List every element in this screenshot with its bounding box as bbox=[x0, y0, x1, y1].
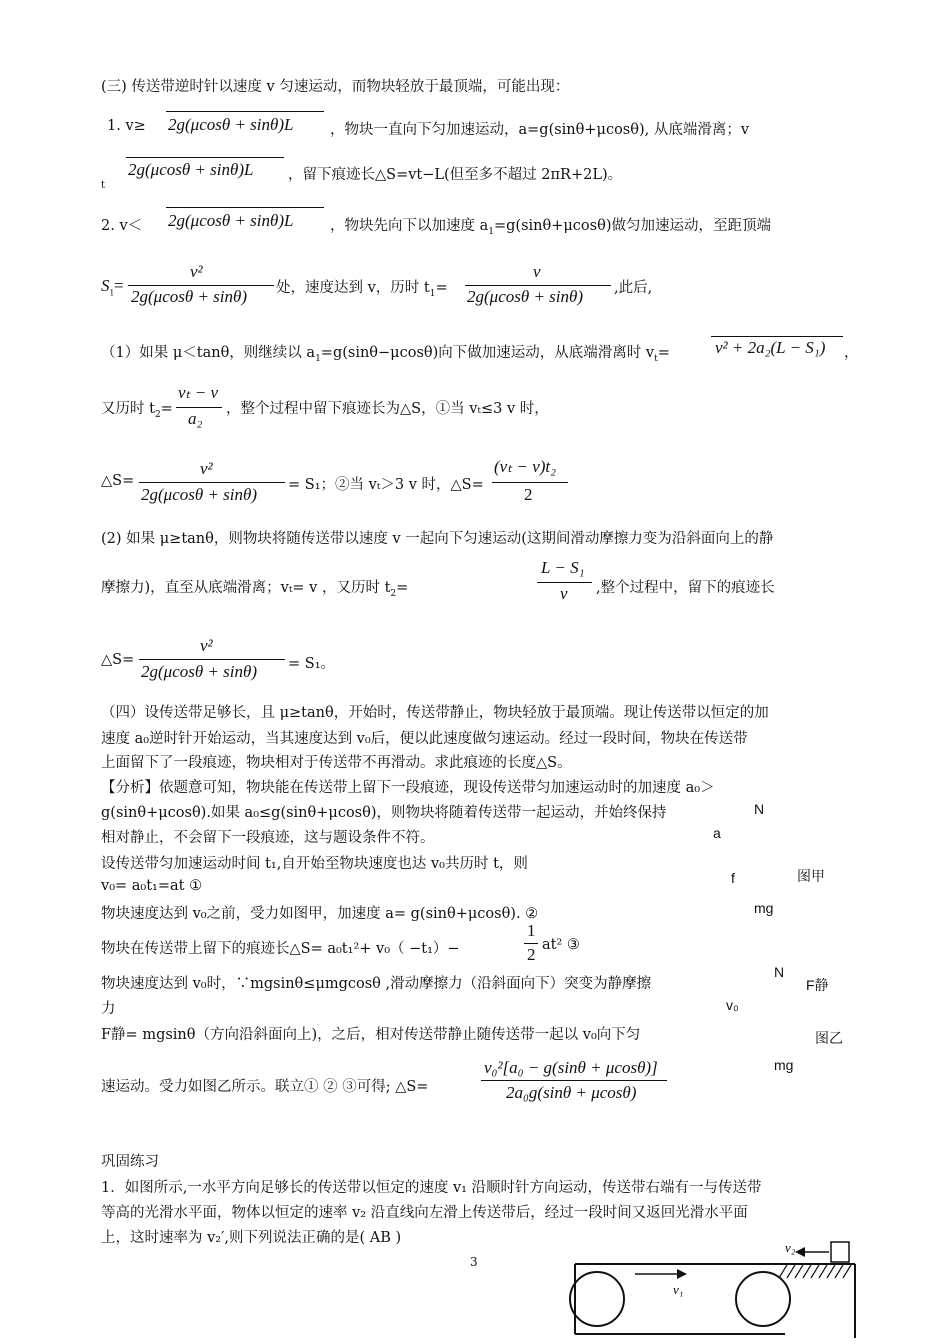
frac7-den: 2g(μcosθ + sinθ) bbox=[141, 662, 258, 681]
case1-comma: ， bbox=[844, 345, 859, 361]
case1-l2b: = bbox=[160, 401, 173, 417]
s1-eq: = bbox=[114, 276, 124, 295]
item2-text-a: ，物块先向下以加速度 a bbox=[330, 218, 489, 234]
frac1-den: 2g(μcosθ + sinθ) bbox=[131, 287, 248, 306]
frac5-num: (vₜ − v)t₂ bbox=[494, 457, 557, 476]
sec4-line4: 【分析】依题意可知，物块能在传送带上留下一段痕迹，现设传送带匀加速运动时的加速度 a₀＞ bbox=[101, 780, 715, 796]
sec4-line2: 速度 a₀逆时针开始运动，当其速度达到 v₀后，便以此速度做匀速运动。经过一段时间，物块在传送带 bbox=[101, 731, 748, 747]
case1-text bbox=[101, 341, 670, 364]
figA-N: N bbox=[754, 801, 765, 817]
v2-arrow-head bbox=[795, 1247, 805, 1257]
final-bar bbox=[481, 1080, 667, 1081]
item1-trace: ，留下痕迹长△S=vt−L(但至多不超过 2πR+2L)。 bbox=[288, 167, 623, 183]
sqrt-expr-1-text: 2g(μcosθ + sinθ)L bbox=[168, 115, 294, 134]
figB-mg: mg bbox=[774, 1057, 794, 1073]
sec4-line14: 速运动。受力如图乙所示。联立① ② ③可得; △S= bbox=[101, 1079, 429, 1095]
sqrt-expr-2-text: 2g(μcosθ + sinθ)L bbox=[128, 160, 254, 179]
t2-sub: 2 bbox=[154, 409, 161, 420]
sqrt-expr-3 bbox=[168, 211, 293, 231]
practice-title: 巩固练习 bbox=[101, 1154, 159, 1170]
figA-caption: 图甲 bbox=[797, 868, 825, 884]
case1-l2c: ，整个过程中留下痕迹长为△S，①当 vₜ≤3 v 时， bbox=[226, 401, 549, 417]
sqrt-expr-4: v² + 2a₂(L − S₁) bbox=[715, 338, 826, 357]
s1-text bbox=[276, 276, 448, 299]
sec4-line11: 物块速度达到 v₀时，∵mgsinθ≤μmgcosθ ,滑动摩擦力（沿斜面向下）突变为静摩擦 bbox=[101, 976, 652, 992]
frac6-bar bbox=[537, 582, 592, 583]
page-number: 3 bbox=[470, 1255, 478, 1269]
ds-label: △S= bbox=[101, 473, 135, 489]
sec4-line10a: 物块在传送带上留下的痕迹长△S= a₀t₁²+ v₀（ −t₁）− bbox=[101, 941, 460, 957]
frac6-num: L − S₁ bbox=[541, 558, 585, 577]
frac1-num: v² bbox=[190, 262, 203, 281]
case1-sub: 1 bbox=[315, 353, 321, 364]
half-num: 1 bbox=[527, 921, 536, 940]
frac4-num: v² bbox=[200, 459, 213, 478]
left-pulley bbox=[570, 1272, 624, 1326]
figA-a: a bbox=[713, 825, 721, 841]
frac3-den: a₂ bbox=[188, 409, 203, 428]
case2-line1: (2) 如果 μ≥tanθ，则物块将随传送带以速度 v 一起向下匀速运动(这期间滑动摩擦力变为沿斜面向上的静 bbox=[101, 531, 774, 547]
ds-cond: = S₁；②当 vₜ＞3 v 时，△S= bbox=[288, 477, 484, 493]
case2-line2 bbox=[101, 576, 408, 599]
case2-l2b: = bbox=[396, 580, 409, 596]
case1-line2 bbox=[101, 397, 173, 420]
frac5-den: 2 bbox=[524, 485, 533, 504]
case2-l2a: 摩擦力)，直至从底端滑离；vₜ= v ，又历时 t bbox=[101, 580, 391, 596]
frac3-bar bbox=[176, 407, 222, 408]
frac4-bar bbox=[139, 482, 285, 483]
sqrt-expr-3-text: 2g(μcosθ + sinθ)L bbox=[168, 211, 294, 230]
sec4-line3: 上面留下了一段痕迹，物块相对于传送带不再滑动。求此痕迹的长度△S。 bbox=[101, 755, 572, 771]
sqrt-expr-1 bbox=[168, 115, 293, 135]
case1-eq: = bbox=[657, 345, 670, 361]
block bbox=[831, 1242, 849, 1262]
q1-line1: 1．如图所示,一水平方向足够长的传送带以恒定的速度 v₁ 沿顺时针方向运动，传送带右端有一与传送带 bbox=[101, 1180, 762, 1196]
thereafter: ,此后, bbox=[614, 280, 653, 296]
sec4-line13: F静= mgsinθ（方向沿斜面向上)，之后，相对传送带静止随传送带一起以 v₀向下匀 bbox=[101, 1027, 641, 1043]
frac5-bar bbox=[492, 482, 568, 483]
sec4-line7: 设传送带匀加速运动时间 t₁,自开始至物块速度也达 v₀共历时 t，则 bbox=[101, 856, 528, 872]
sec4-line9: 物块速度达到 v₀之前，受力如图甲，加速度 a= g(sinθ+μcosθ). ② bbox=[101, 906, 539, 922]
case1-a: （1）如果 μ＜tanθ，则继续以 a bbox=[101, 345, 316, 361]
frac1-bar bbox=[128, 285, 274, 286]
item1-label: 1. v≥ bbox=[107, 118, 146, 134]
sqrt-bar-2 bbox=[126, 157, 284, 158]
t1-sub: 1 bbox=[429, 288, 436, 299]
case2-t2sub: 2 bbox=[390, 588, 397, 599]
v2-label: v₂ bbox=[785, 1240, 796, 1255]
sec4-line12: 力 bbox=[101, 1001, 116, 1017]
item2-label: 2. v＜ bbox=[101, 218, 143, 234]
s1-text-eq: = bbox=[435, 280, 448, 296]
case1-l2a: 又历时 t bbox=[101, 401, 155, 417]
case2-ds: △S= bbox=[101, 652, 135, 668]
item1-text: ，物块一直向下匀加速运动，a=g(sinθ+μcosθ), 从底端滑离；v bbox=[330, 122, 750, 138]
s1-letter: S bbox=[101, 276, 110, 295]
case2-end: = S₁。 bbox=[288, 656, 336, 672]
case2-l2c: ,整个过程中，留下的痕迹长 bbox=[596, 580, 775, 596]
right-pulley bbox=[736, 1272, 790, 1326]
sqrt-bar-1 bbox=[166, 111, 324, 112]
frac7-bar bbox=[139, 659, 285, 660]
sec4-line6: 相对静止，不会留下一段痕迹，这与题设条件不符。 bbox=[101, 830, 435, 846]
s1-text-a: 处，速度达到 v，历时 t bbox=[276, 280, 430, 296]
frac2-num: v bbox=[533, 262, 541, 281]
platform-hatch bbox=[779, 1265, 851, 1278]
figB-v0: v₀ bbox=[726, 997, 739, 1013]
final-num: v₀²[a₀ − g(sinθ + μcosθ)] bbox=[484, 1058, 658, 1077]
figA-mg: mg bbox=[754, 900, 774, 916]
figB-F: F静 bbox=[806, 977, 829, 993]
half-bar bbox=[524, 943, 538, 944]
frac3-num: vₜ − v bbox=[178, 383, 219, 402]
v1-label: v₁ bbox=[673, 1282, 684, 1297]
a1-sub: 1 bbox=[488, 226, 494, 237]
figA-f: f bbox=[731, 870, 735, 886]
s1-sub: 1 bbox=[109, 287, 114, 298]
sqrt-bar-3 bbox=[166, 207, 324, 208]
conveyor-diagram bbox=[565, 1238, 865, 1338]
vt-sub: t bbox=[101, 180, 106, 191]
item2-text bbox=[330, 214, 771, 237]
sec4-line8: v₀= a₀t₁=at ① bbox=[101, 878, 203, 894]
sqrt-bar-4 bbox=[711, 336, 843, 337]
frac7-num: v² bbox=[200, 636, 213, 655]
figB-N: N bbox=[774, 964, 785, 980]
case1-b: =g(sinθ−μcosθ)向下做加速运动，从底端滑离时 v bbox=[320, 345, 655, 361]
sec4-line1: （四）设传送带足够长，且 μ≥tanθ，开始时，传送带静止，物块轻放于最顶端。现让传送带以恒定的加 bbox=[101, 705, 769, 721]
q1-line2: 等高的光滑水平面，物体以恒定的速率 v₂ 沿直线向左滑上传送带后，经过一段时间又返回光滑水平面 bbox=[101, 1205, 748, 1221]
sec4-line5: g(sinθ+μcosθ).如果 a₀≤g(sinθ+μcosθ)，则物块将随着传送带一起运动，并始终保持 bbox=[101, 805, 667, 821]
q1-line3: 上，这时速率为 v₂′,则下列说法正确的是( AB ) bbox=[101, 1230, 402, 1246]
section3-heading: (三) 传送带逆时针以速度 v 匀速运动，而物块轻放于最顶端，可能出现： bbox=[101, 79, 570, 95]
sec4-line10b: at² ③ bbox=[542, 937, 580, 953]
frac4-den: 2g(μcosθ + sinθ) bbox=[141, 485, 258, 504]
sqrt-expr-2 bbox=[128, 160, 253, 180]
v1-arrow-head bbox=[677, 1269, 687, 1279]
half-den: 2 bbox=[527, 945, 536, 964]
case1-vt: t bbox=[654, 353, 658, 364]
frac2-den: 2g(μcosθ + sinθ) bbox=[467, 287, 584, 306]
final-den: 2a₀g(sinθ + μcosθ) bbox=[506, 1083, 637, 1102]
item2-text-b: =g(sinθ+μcosθ)做匀加速运动，至距顶端 bbox=[494, 218, 771, 234]
figB-caption: 图乙 bbox=[815, 1030, 843, 1046]
frac6-den: v bbox=[560, 584, 568, 603]
s1-symbol bbox=[101, 276, 124, 297]
frac2-bar bbox=[465, 285, 611, 286]
